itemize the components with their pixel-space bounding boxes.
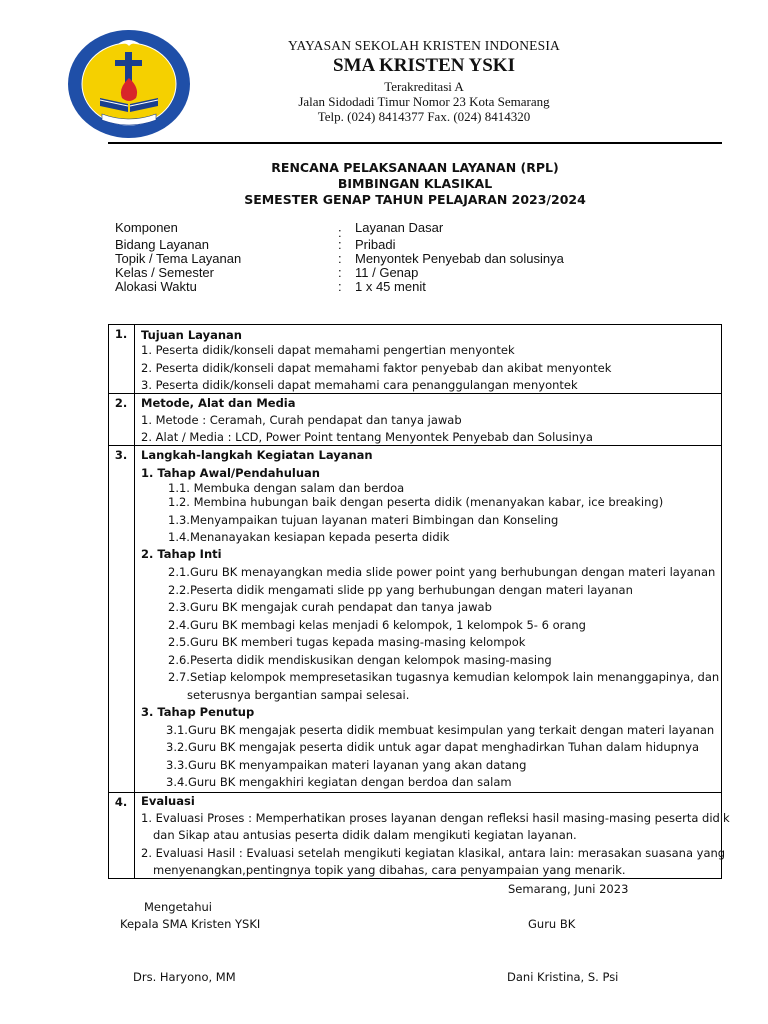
table-line: 1. Evaluasi Proses : Memperhatikan proses layanan dengan refleksi hasil masing-masing peserta didik: [141, 811, 730, 825]
table-line: 2.7.Setiap kelompok mempresetasikan tugasnya kemudian kelompok lain menanggapinya, dan: [168, 670, 720, 684]
doc-title-line2: BIMBINGAN KLASIKAL: [337, 176, 493, 191]
table-line: 3. Peserta didik/konseli dapat memahami cara penanggulangan menyontek: [141, 378, 578, 392]
table-line: 2. Peserta didik/konseli dapat memahami faktor penyebab dan akibat menyontek: [141, 361, 612, 375]
section-number: 4.: [114, 795, 128, 809]
table-line: 1.2. Membina hubungan baik dengan peserta didik (menanyakan kabar, ice breaking): [168, 495, 664, 509]
table-line: 1.1. Membuka dengan salam dan berdoa: [168, 481, 405, 495]
table-line: 2.4.Guru BK membagi kelas menjadi 6 kelompok, 1 kelompok 5- 6 orang: [168, 618, 586, 632]
table-line: 3.3.Guru BK menyampaikan materi layanan yang akan datang: [166, 758, 527, 772]
section-heading: Langkah-langkah Kegiatan Layanan: [141, 448, 373, 462]
phase-heading: 2. Tahap Inti: [141, 547, 222, 561]
info-label: Komponen: [115, 220, 178, 235]
school-logo: [66, 28, 192, 140]
info-value: Menyontek Penyebab dan solusinya: [355, 251, 564, 266]
table-line: 2.5.Guru BK memberi tugas kepada masing-masing kelompok: [168, 635, 526, 649]
counselor-title: Guru BK: [528, 917, 576, 931]
info-colon: :: [338, 251, 342, 266]
section-heading: Tujuan Layanan: [141, 328, 242, 342]
accreditation: Terakreditasi A: [384, 79, 464, 94]
letterhead-divider: [108, 142, 722, 144]
info-row-component: [0, 220, 768, 240]
info-value: Pribadi: [355, 237, 396, 252]
info-row-topic: [0, 251, 768, 265]
info-label: Bidang Layanan: [115, 237, 209, 252]
school-name: SMA KRISTEN YSKI: [333, 55, 515, 76]
table-line: 2.6.Peserta didik mendiskusikan dengan kelompok masing-masing: [168, 653, 552, 667]
principal-title: Kepala SMA Kristen YSKI: [120, 917, 261, 931]
table-line: 1. Metode : Ceramah, Curah pendapat dan tanya jawab: [141, 413, 462, 427]
table-line: 2.1.Guru BK menayangkan media slide power point yang berhubungan dengan materi layanan: [168, 565, 716, 579]
table-line: 2. Evaluasi Hasil : Evaluasi setelah mengikuti kegiatan klasikal, antara lain: merasakan suasana yang: [141, 846, 726, 860]
section-number: 1.: [114, 327, 128, 341]
info-colon: :: [338, 265, 342, 280]
table-row-divider: [108, 393, 722, 394]
place-date: Semarang, Juni 2023: [508, 882, 629, 896]
table-line: 3.2.Guru BK mengajak peserta didik untuk agar dapat menghadirkan Tuhan dalam hidupnya: [166, 740, 700, 754]
table-row-divider: [108, 445, 722, 446]
table-column-divider: [134, 324, 135, 879]
info-row-time: [0, 279, 768, 293]
table-line: menyenangkan,pentingnya topik yang dibahas, cara penyampaian yang menarik.: [153, 863, 626, 877]
info-value: Layanan Dasar: [355, 220, 444, 235]
section-heading: Metode, Alat dan Media: [141, 396, 296, 410]
section-heading: Evaluasi: [141, 794, 195, 808]
foundation-name: YAYASAN SEKOLAH KRISTEN INDONESIA: [288, 38, 560, 53]
table-line: 1.4.Menanayakan kesiapan kepada peserta didik: [168, 530, 450, 544]
phase-heading: 3. Tahap Penutup: [141, 705, 255, 719]
acknowledged-label: Mengetahui: [144, 900, 212, 914]
table-line: 1.3.Menyampaikan tujuan layanan materi Bimbingan dan Konseling: [168, 513, 559, 527]
table-line: 2.2.Peserta didik mengamati slide pp yang berhubungan dengan materi layanan: [168, 583, 633, 597]
info-label: Alokasi Waktu: [115, 279, 197, 294]
info-colon: :: [338, 237, 342, 252]
table-line: 2.3.Guru BK mengajak curah pendapat dan tanya jawab: [168, 600, 492, 614]
section-number: 2.: [114, 396, 128, 410]
info-label: Topik / Tema Layanan: [115, 251, 242, 266]
info-colon: :: [338, 225, 342, 240]
table-line: 3.1.Guru BK mengajak peserta didik membuat kesimpulan yang terkait dengan materi layanan: [166, 723, 715, 737]
phase-heading: 1. Tahap Awal/Pendahuluan: [141, 466, 320, 480]
table-line: dan Sikap atau antusias peserta didik dalam mengikuti kegiatan layanan.: [153, 828, 577, 842]
counselor-name: Dani Kristina, S. Psi: [507, 970, 619, 984]
info-row-class: [0, 265, 768, 279]
principal-name: Drs. Haryono, MM: [133, 970, 236, 984]
table-line: 1. Peserta didik/konseli dapat memahami pengertian menyontek: [141, 343, 515, 357]
info-value: 11 / Genap: [355, 265, 419, 280]
doc-title-line3: SEMESTER GENAP TAHUN PELAJARAN 2023/2024: [244, 192, 586, 207]
table-row-divider: [108, 792, 722, 793]
section-number: 3.: [114, 448, 128, 462]
info-colon: :: [338, 279, 342, 294]
table-line: 2. Alat / Media : LCD, Power Point tentang Menyontek Penyebab dan Solusinya: [141, 430, 593, 444]
info-label: Kelas / Semester: [115, 265, 214, 280]
school-phone: Telp. (024) 8414377 Fax. (024) 8414320: [317, 109, 531, 124]
doc-title-line1: RENCANA PELAKSANAAN LAYANAN (RPL): [271, 160, 559, 175]
table-line: 3.4.Guru BK mengakhiri kegiatan dengan berdoa dan salam: [166, 775, 512, 789]
info-value: 1 x 45 menit: [355, 279, 426, 294]
school-address: Jalan Sidodadi Timur Nomor 23 Kota Semarang: [298, 94, 550, 109]
table-line: seterusnya bergantian sampai selesai.: [187, 688, 410, 702]
info-row-field: [0, 237, 768, 251]
